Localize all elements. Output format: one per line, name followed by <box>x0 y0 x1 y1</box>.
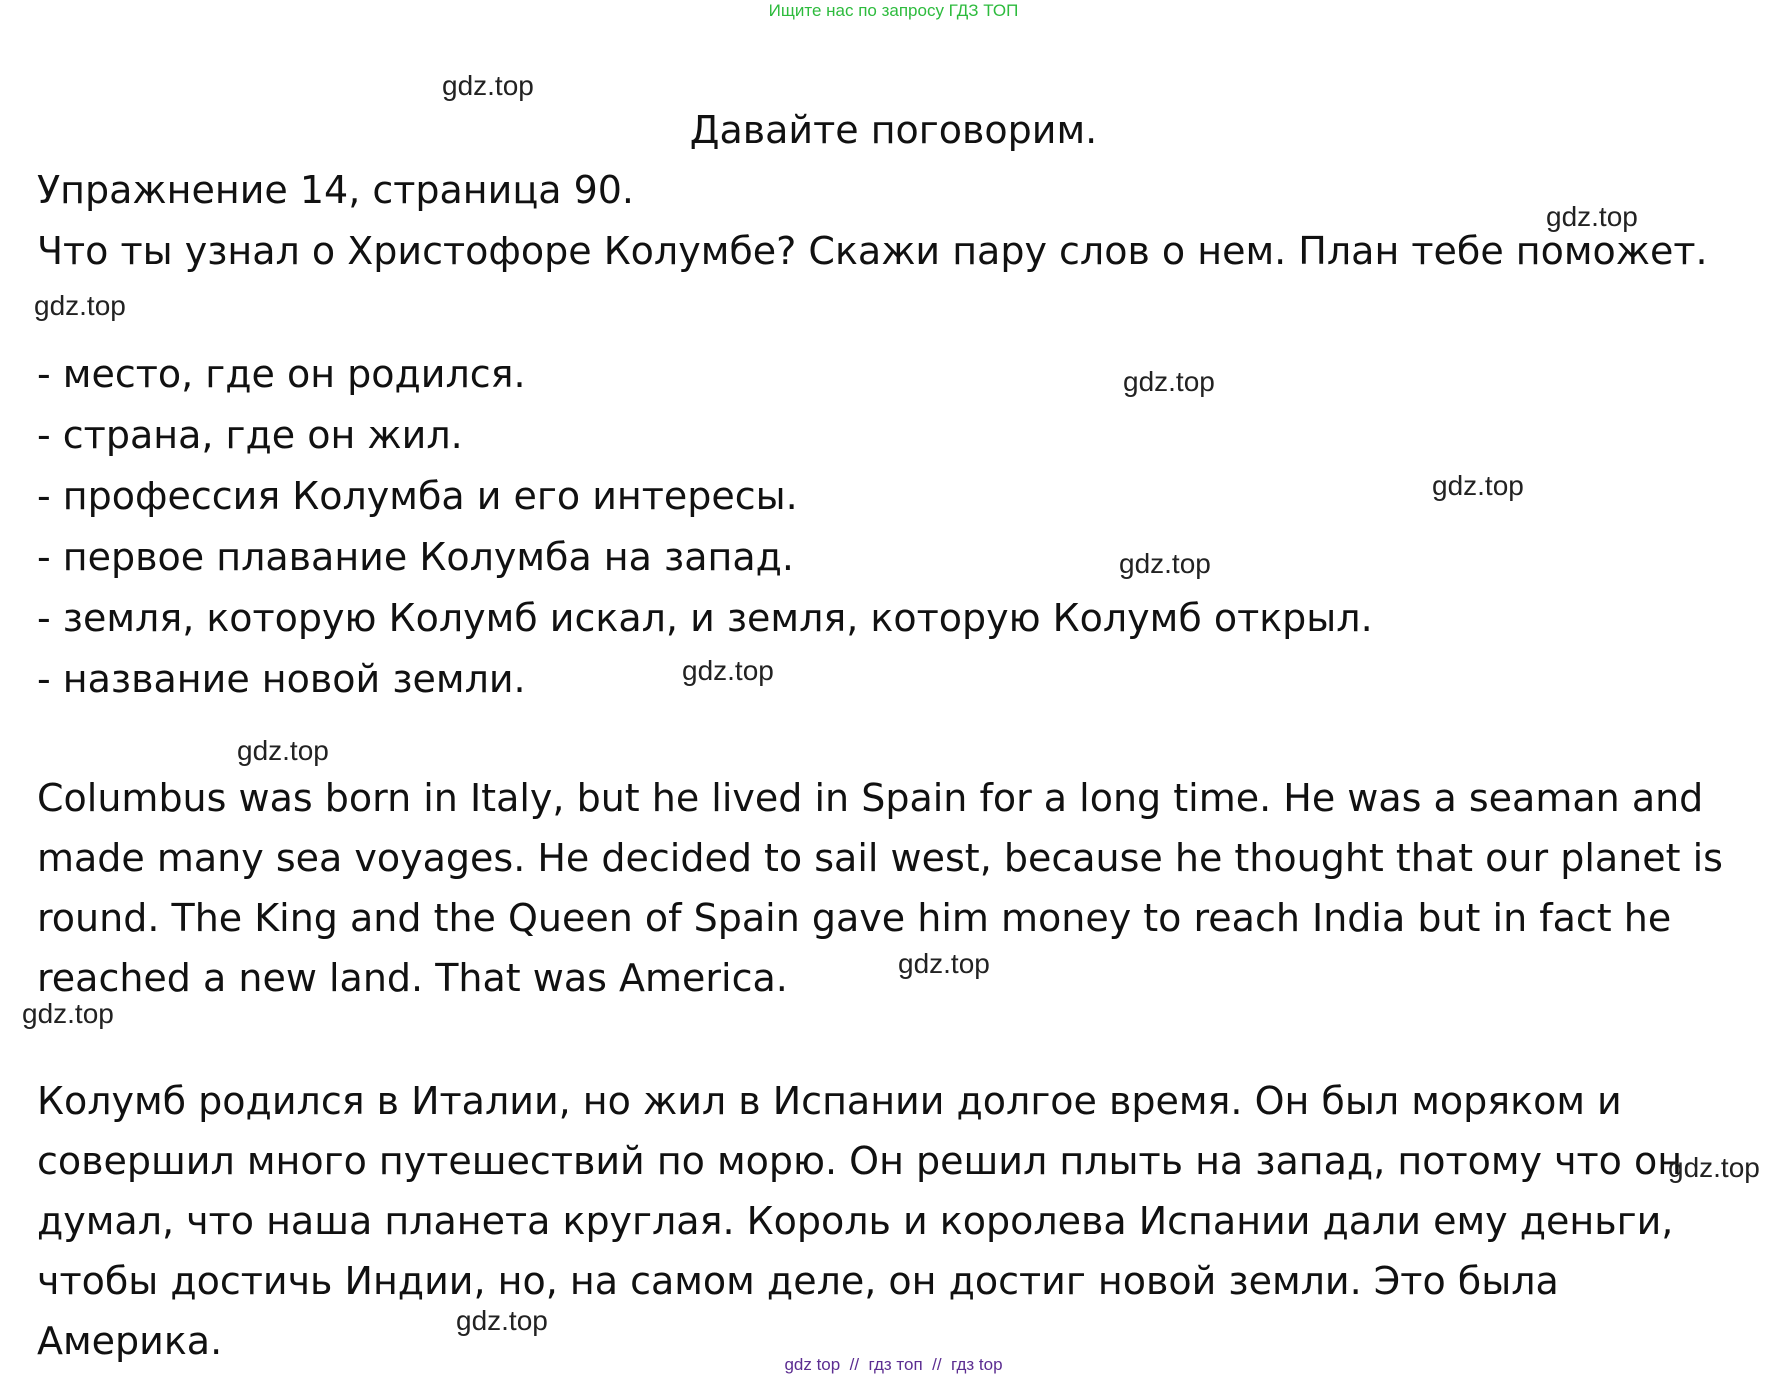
watermark: gdz.top <box>682 655 774 686</box>
watermark: gdz.top <box>1546 201 1638 232</box>
watermark: gdz.top <box>442 70 534 101</box>
watermark: gdz.top <box>237 735 329 766</box>
page-heading: Давайте поговорим. <box>689 108 1098 152</box>
exercise-reference: Упражнение 14, страница 90. <box>37 168 635 212</box>
answer-english: Columbus was born in Italy, but he lived in Spain for a long time. He was a seaman and made many sea voyages. He decided to sail west, because he thought that our planet is round. The King and the Queen of Spain gave him money to reach India but in fact he reached a new land. That was America. <box>37 776 1723 1000</box>
watermark: gdz.top <box>1119 548 1211 579</box>
task-text: Что ты узнал о Христофоре Колумбе? Скажи пару слов о нем. План тебе поможет. <box>37 229 1708 273</box>
plan-item: - профессия Колумба и его интересы. <box>37 474 798 518</box>
plan-item: - земля, которую Колумб искал, и земля, которую Колумб открыл. <box>37 596 1373 640</box>
footer-links: gdz top // гдз топ // гдз top <box>784 1355 1003 1374</box>
watermark: gdz.top <box>1668 1152 1760 1183</box>
plan-item: - место, где он родился. <box>37 352 526 396</box>
watermark: gdz.top <box>1123 366 1215 397</box>
plan-item: - название новой земли. <box>37 657 526 701</box>
top-banner: Ищите нас по запросу ГДЗ ТОП <box>768 1 1019 20</box>
watermark: gdz.top <box>456 1305 548 1336</box>
watermark: gdz.top <box>898 948 990 979</box>
watermark: gdz.top <box>1432 470 1524 501</box>
plan-item: - первое плавание Колумба на запад. <box>37 535 794 579</box>
answer-russian: Колумб родился в Италии, но жил в Испании долгое время. Он был моряком и совершил много путешествий по морю. Он решил плыть на запад, потому что он думал, что наша планета круглая. Король и королева Испании дали ему деньги, чтобы достичь Индии, но, на самом деле, он достиг новой земли. Это была Америка. <box>37 1079 1683 1363</box>
watermark: gdz.top <box>34 290 126 321</box>
plan-item: - страна, где он жил. <box>37 413 463 457</box>
watermark: gdz.top <box>22 998 114 1029</box>
